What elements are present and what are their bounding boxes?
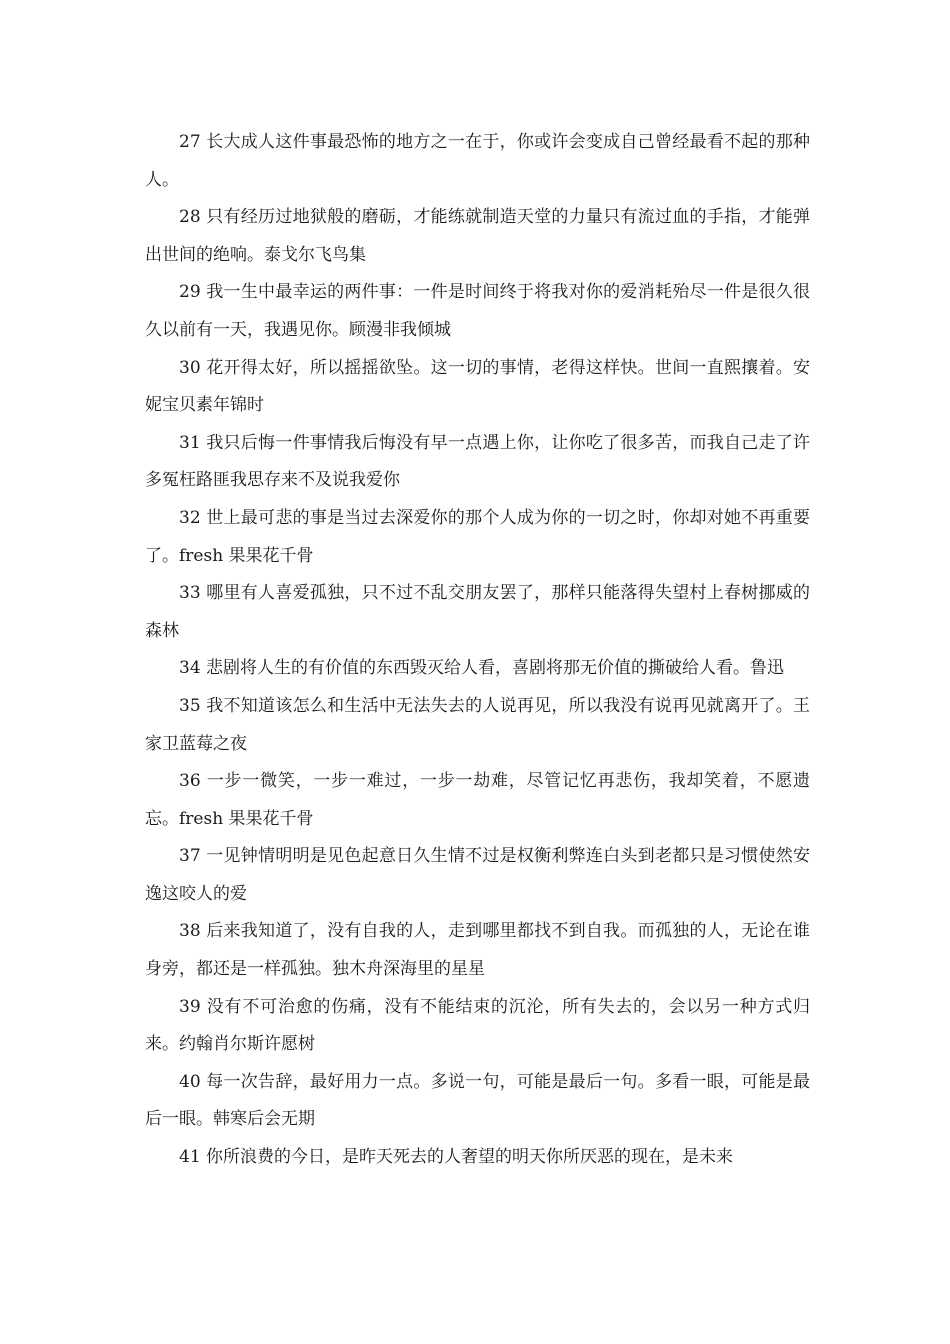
quote-paragraph-27: 27 长大成人这件事最恐怖的地方之一在于，你或许会变成自己曾经最看不起的那种人。 <box>145 132 810 190</box>
quote-paragraph-34: 34 悲剧将人生的有价值的东西毁灭给人看，喜剧将那无价值的撕破给人看。鲁迅 <box>179 658 785 679</box>
quote-paragraph-32: 32 世上最可悲的事是当过去深爱你的那个人成为你的一切之时，你却对她不再重要了。fresh 果果花千骨 <box>145 507 810 566</box>
quote-paragraph-30: 30 花开得太好，所以摇摇欲坠。这一切的事情，老得这样快。世间一直熙攘着。安妮宝贝素年锦时 <box>145 357 810 416</box>
quote-paragraph-31: 31 我只后悔一件事情我后悔没有早一点遇上你，让你吃了很多苦，而我自己走了许多冤枉路匪我思存来不及说我爱你 <box>145 432 810 491</box>
quote-paragraph-29: 29 我一生中最幸运的两件事：一件是时间终于将我对你的爱消耗殆尽一件是很久很久以前有一天，我遇见你。顾漫非我倾城 <box>145 282 810 340</box>
quote-paragraph-33: 33 哪里有人喜爱孤独，只不过不乱交朋友罢了，那样只能落得失望村上春树挪威的森林 <box>145 583 810 641</box>
quote-paragraph-37: 37 一见钟情明明是见色起意日久生情不过是权衡利弊连白头到老都只是习惯使然安逸这咬人的爱 <box>145 846 810 904</box>
document-body <box>145 124 810 1177</box>
quote-paragraph-36: 36 一步一微笑，一步一难过，一步一劫难，尽管记忆再悲伤，我却笑着，不愿遗忘。fresh 果果花千骨 <box>145 771 810 829</box>
quote-paragraph-40: 40 每一次告辞，最好用力一点。多说一句，可能是最后一句。多看一眼，可能是最后一眼。韩寒后会无期 <box>145 1071 810 1130</box>
quote-paragraph-39: 39 没有不可治愈的伤痛，没有不能结束的沉沦，所有失去的，会以另一种方式归来。约翰肖尔斯许愿树 <box>145 996 810 1055</box>
quote-paragraph-35: 35 我不知道该怎么和生活中无法失去的人说再见，所以我没有说再见就离开了。王家卫蓝莓之夜 <box>145 695 810 754</box>
quote-paragraph-38: 38 后来我知道了，没有自我的人，走到哪里都找不到自我。而孤独的人，无论在谁身旁，都还是一样孤独。独木舟深海里的星星 <box>145 921 810 980</box>
quote-paragraph-28: 28 只有经历过地狱般的磨砺，才能练就制造天堂的力量只有流过血的手指，才能弹出世间的绝响。泰戈尔飞鸟集 <box>145 207 810 265</box>
quote-paragraph-41: 41 你所浪费的今日，是昨天死去的人奢望的明天你所厌恶的现在，是未来 <box>179 1147 734 1168</box>
